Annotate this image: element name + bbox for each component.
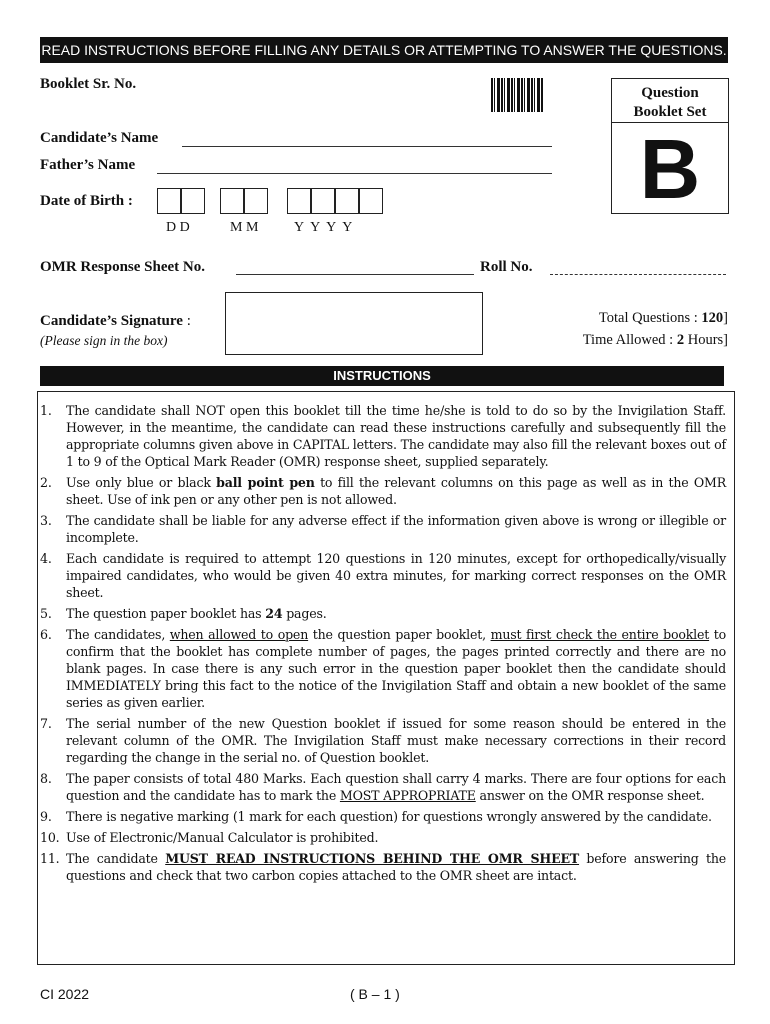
signature-label-wrap — [40, 310, 191, 330]
instruction-text: Use of Electronic/Manual Calculator is prohibited. — [66, 830, 379, 845]
signature-box[interactable] — [225, 292, 483, 355]
booklet-set-letter: B — [639, 122, 701, 216]
page-number: ( B – 1 ) — [350, 986, 400, 1002]
instruction-bold: 24 — [265, 606, 283, 621]
instruction-text: to confirm that the booklet has complete number of pages, the pages printed correctly and there are no blank pages. In case there is any such error in the question paper booklet then the candidate should IMMEDIATELY bring this fact to the notice of the Invigilation Staff and obtain a new booklet of the same series as given earlier. — [66, 627, 727, 710]
instruction-item — [40, 605, 726, 622]
roll-no-label: Roll No. — [480, 259, 533, 275]
item-number: 5. — [40, 606, 52, 621]
candidate-name-label: Candidate’s Name — [40, 130, 159, 146]
header-banner: READ INSTRUCTIONS BEFORE FILLING ANY DETAILS OR ATTEMPTING TO ANSWER THE QUESTIONS. — [40, 37, 728, 63]
dob-year-box-2[interactable] — [311, 188, 335, 214]
instruction-item — [40, 829, 726, 846]
footer-code: CI 2022 — [40, 986, 90, 1002]
item-number: 1. — [40, 403, 52, 418]
instruction-text: The candidate — [66, 851, 166, 866]
time-allowed-value: 2 — [676, 332, 685, 348]
total-questions — [599, 310, 728, 327]
father-name-label: Father’s Name — [40, 157, 136, 173]
total-questions-value: 120 — [701, 310, 724, 326]
item-number: 11. — [40, 851, 60, 866]
dob-year-box-3[interactable] — [335, 188, 359, 214]
instruction-bold-underline: MUST READ INSTRUCTIONS BEHIND THE OMR SHEET — [165, 851, 580, 866]
dob-day-box-1[interactable] — [157, 188, 181, 214]
omr-sheet-label: OMR Response Sheet No. — [40, 259, 205, 275]
set-box-line1: Question — [641, 85, 699, 101]
instruction-item — [40, 850, 726, 884]
instruction-item — [40, 402, 726, 470]
instruction-item — [40, 715, 726, 766]
dob-dd-caption: D D — [166, 220, 190, 235]
candidate-name-field[interactable] — [182, 146, 552, 147]
item-number: 7. — [40, 716, 52, 731]
roll-no-field[interactable] — [550, 274, 726, 275]
instruction-underline: when allowed to open — [169, 627, 309, 642]
signature-label: Candidate’s Signature — [40, 313, 183, 329]
time-allowed-label: Time Allowed : — [582, 332, 677, 348]
instruction-text: Use only blue or black — [66, 475, 217, 490]
signature-colon: : — [182, 313, 191, 329]
item-number: 6. — [40, 627, 52, 642]
instruction-text: pages. — [282, 606, 327, 621]
instruction-text: The candidate shall be liable for any adverse effect if the information given above is wrong or illegible or incomplete. — [66, 513, 726, 545]
instruction-underline: must first check the entire booklet — [490, 627, 710, 642]
dob-year-box-1[interactable] — [287, 188, 311, 214]
instruction-underline: MOST APPROPRIATE — [339, 788, 476, 803]
item-number: 3. — [40, 513, 52, 528]
item-number: 2. — [40, 475, 52, 490]
instruction-text: The question paper booklet has — [66, 606, 266, 621]
dob-day-box-2[interactable] — [181, 188, 205, 214]
item-number: 4. — [40, 551, 52, 566]
time-allowed-unit: Hours] — [684, 332, 728, 348]
time-allowed — [583, 332, 728, 349]
item-number: 8. — [40, 771, 52, 786]
instruction-text: The candidate shall NOT open this booklet till the time he/she is told to do so by the Invigilation Staff. However, in the meantime, the candidate can read these instructions carefully and subsequently fill the appropriate columns given above in CAPITAL letters. The candidate may also fill the relevant boxes out of 1 to 9 of the Optical Mark Reader (OMR) response sheet, supplied separately. — [66, 403, 726, 469]
instruction-text: The serial number of the new Question booklet if issued for some reason should be entered in the relevant column of the OMR. The Invigilation Staff must make necessary corrections in their record regarding the change in the serial no. of Question booklet. — [66, 716, 726, 765]
instructions-title: INSTRUCTIONS — [40, 366, 724, 386]
omr-sheet-field[interactable] — [236, 274, 474, 275]
instruction-item — [40, 512, 726, 546]
instruction-text: to fill the relevant columns on this page as well as in the OMR sheet. Use of ink pen or any other pen is not allowed. — [66, 475, 726, 507]
total-questions-end: ] — [723, 310, 728, 326]
instruction-text: before answering the questions and check that two carbon copies attached to the OMR sheet are intact. — [66, 851, 727, 883]
dob-mm-caption: M M — [230, 220, 259, 235]
father-name-field[interactable] — [157, 173, 552, 174]
instruction-text: The paper consists of total 480 Marks. Each question shall carry 4 marks. There are four options for each question and the candidate has to mark the — [66, 771, 726, 803]
barcode-icon — [491, 78, 543, 112]
dob-label: Date of Birth : — [40, 193, 133, 209]
set-box-line2: Booklet Set — [633, 104, 707, 120]
dob-month-box-2[interactable] — [244, 188, 268, 214]
instruction-text: The candidates, — [66, 627, 170, 642]
instruction-item — [40, 550, 726, 601]
instruction-item — [40, 808, 726, 825]
instruction-text: There is negative marking (1 mark for each question) for questions wrongly answered by the candidate. — [66, 809, 712, 824]
dob-yyyy-caption: Y Y Y Y — [294, 220, 353, 235]
signature-hint: (Please sign in the box) — [40, 333, 168, 348]
booklet-sr-label: Booklet Sr. No. — [40, 76, 137, 92]
dob-month-box-1[interactable] — [220, 188, 244, 214]
instruction-item — [40, 770, 726, 804]
item-number: 10. — [40, 830, 60, 845]
instructions-list — [40, 402, 726, 888]
instruction-item — [40, 474, 726, 508]
instruction-bold: ball point pen — [216, 475, 315, 490]
instruction-text: answer on the OMR response sheet. — [475, 788, 705, 803]
item-number: 9. — [40, 809, 52, 824]
dob-year-box-4[interactable] — [359, 188, 383, 214]
instruction-text: the question paper booklet, — [308, 627, 491, 642]
instruction-text: Each candidate is required to attempt 120 questions in 120 minutes, except for orthopedically/visually impaired candidates, who would be given 40 extra minutes, for marking correct responses on the OMR sheet. — [66, 551, 726, 600]
total-questions-label: Total Questions : — [598, 310, 702, 326]
instruction-item — [40, 626, 726, 711]
question-booklet-set-box — [611, 78, 729, 214]
